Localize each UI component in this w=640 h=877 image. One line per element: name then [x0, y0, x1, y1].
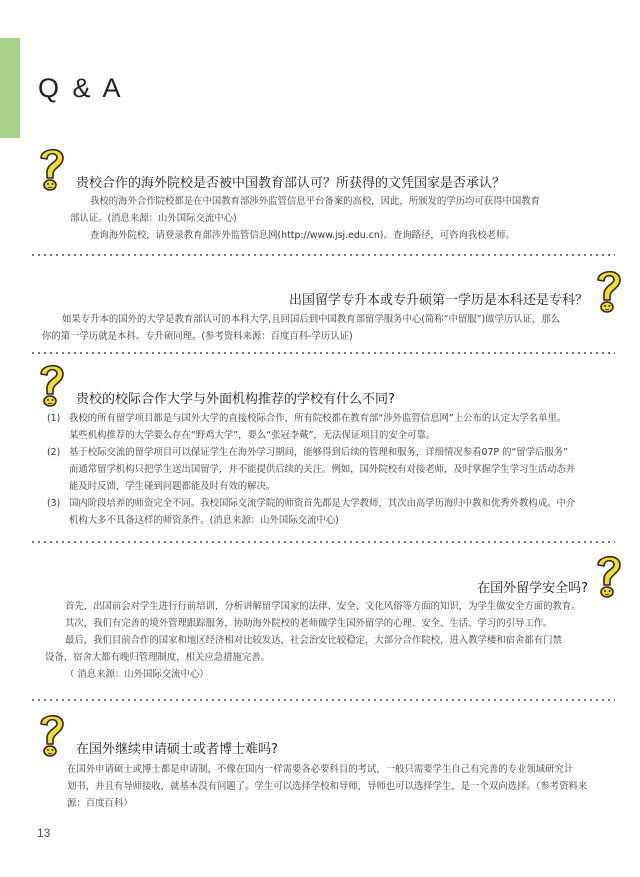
answer-line: 而通常留学机构只把学生送出国留学，并不能提供后续的关注。例如，国外院校有对接老师，及时掌握学生学习生活动态并 [69, 464, 576, 475]
question-mark-icon [590, 268, 626, 314]
answer-line: 某些机构推荐的大学要么存在“野鸡大学”，要么“张冠李戴”，无法保证项目的安全可靠。 [69, 430, 436, 441]
answer-line: 我校的海外合作院校都是在中国教育部涉外监管信息平台备案的高校，因此，所颁发的学历均可获得中国教育 [90, 196, 541, 207]
dotted-divider [30, 254, 615, 256]
answer-line: 其次，我们有完善的境外管理跟踪服务，协助海外院校的老师做学生国外留学的心理、安全、生活、学习的引导工作。 [65, 618, 553, 629]
question-1: 贵校合作的海外院校是否被中国教育部认可？所获得的文凭国家是否承认？ [76, 176, 506, 191]
question-mark-icon [33, 712, 69, 758]
dotted-divider [30, 352, 615, 354]
question-mark-icon [590, 553, 626, 599]
list-number: (3) [47, 498, 61, 509]
answer-2 [42, 311, 622, 345]
answer-line: 部认证。(消息来源：山外国际交流中心) [70, 213, 237, 224]
answer-line: 在国外申请硕士或博士都是申请制，不像在国内一样需要各必要科目的考试，一般只需要学生自己有完善的专业领域研究计 [67, 764, 574, 775]
answer-line: 首先，出国前会对学生进行行前培训，分析讲解留学国家的法律、安全、文化风俗等方面的知识，为学生做安全方面的教育。 [65, 601, 581, 612]
list-item [47, 444, 627, 495]
answer-line: 如果专升本的国外的大学是教育部认可的本科大学,且回国后到中国教育部留学服务中心(简称“中留服”)做学历认证，那么 [62, 314, 561, 325]
answer-line: 基于校际交流的留学项目可以保证学生在海外学习期间，能够得到后续的管理和服务，详细情况参看07P 的“留学后服务” [69, 447, 569, 458]
answer-line: 查询海外院校，请登录教育部涉外监管信息网(http://www.jsj.edu.cn)。查询路径，可咨询我校老师。 [90, 230, 515, 241]
list-item [47, 410, 627, 444]
list-number: (2) [47, 447, 61, 458]
answer-line: 设备，宿舍大都有晚归管理制度，相关应急措施完善。 [45, 652, 271, 663]
question-mark-icon [33, 146, 69, 192]
list-item [47, 495, 627, 529]
answer-line: 能及时反馈，学生碰到问题都能及时有效的解决。 [69, 481, 276, 492]
answer-5 [47, 761, 632, 812]
question-5: 在国外继续申请硕士或者博士难吗? [76, 742, 278, 757]
list-number: (1) [47, 413, 61, 424]
answer-line: 机构大多不具备这样的师资条件。(消息来源：山外国际交流中心) [69, 515, 339, 526]
dotted-divider [30, 541, 615, 543]
answer-1 [70, 193, 615, 244]
answer-line: 划书，并且有导师接收，就基本没有问题了。学生可以选择学校和导师，导师也可以选择学生，是一个双向选择。（参考资料来 [67, 781, 588, 792]
question-4: 在国外留学安全吗? [477, 581, 588, 596]
answer-line: 你的第一学历就是本科。专升硕同理。(参考资料来源：百度百科-学历认证) [42, 331, 353, 342]
answer-line: 我校的所有留学项目都是与国外大学的直接校际合作，所有院校都在教育部“涉外监管信息网”上公布的认定大学名单里。 [69, 413, 567, 424]
answer-line: 源：百度百科） [67, 798, 133, 809]
question-2: 出国留学专升本或专升硕第一学历是本科还是专科？ [288, 293, 588, 308]
page-title: Q & A [38, 73, 124, 103]
dotted-divider [30, 699, 615, 701]
answer-3 [47, 410, 627, 529]
answer-line: 最后，我们目前合作的国家和地区经济相对比较发达，社会治安比较稳定，大部分合作院校，进入教学楼和宿舍都有门禁 [65, 635, 562, 646]
question-mark-icon [33, 362, 69, 408]
answer-line: 国内阶段培养的师资完全不同。我校国际交流学院的师资首先都是大学教师，其次由高学历海归中教和优秀外教构成。中介 [69, 498, 576, 509]
answer-4 [45, 598, 630, 683]
answer-line: （ 消息来源：山外国际交流中心） [65, 669, 209, 680]
page-number: 13 [37, 826, 51, 840]
question-3: 贵校的校际合作大学与外面机构推荐的学校有什么不同? [76, 392, 395, 407]
green-page-tab [0, 38, 20, 138]
